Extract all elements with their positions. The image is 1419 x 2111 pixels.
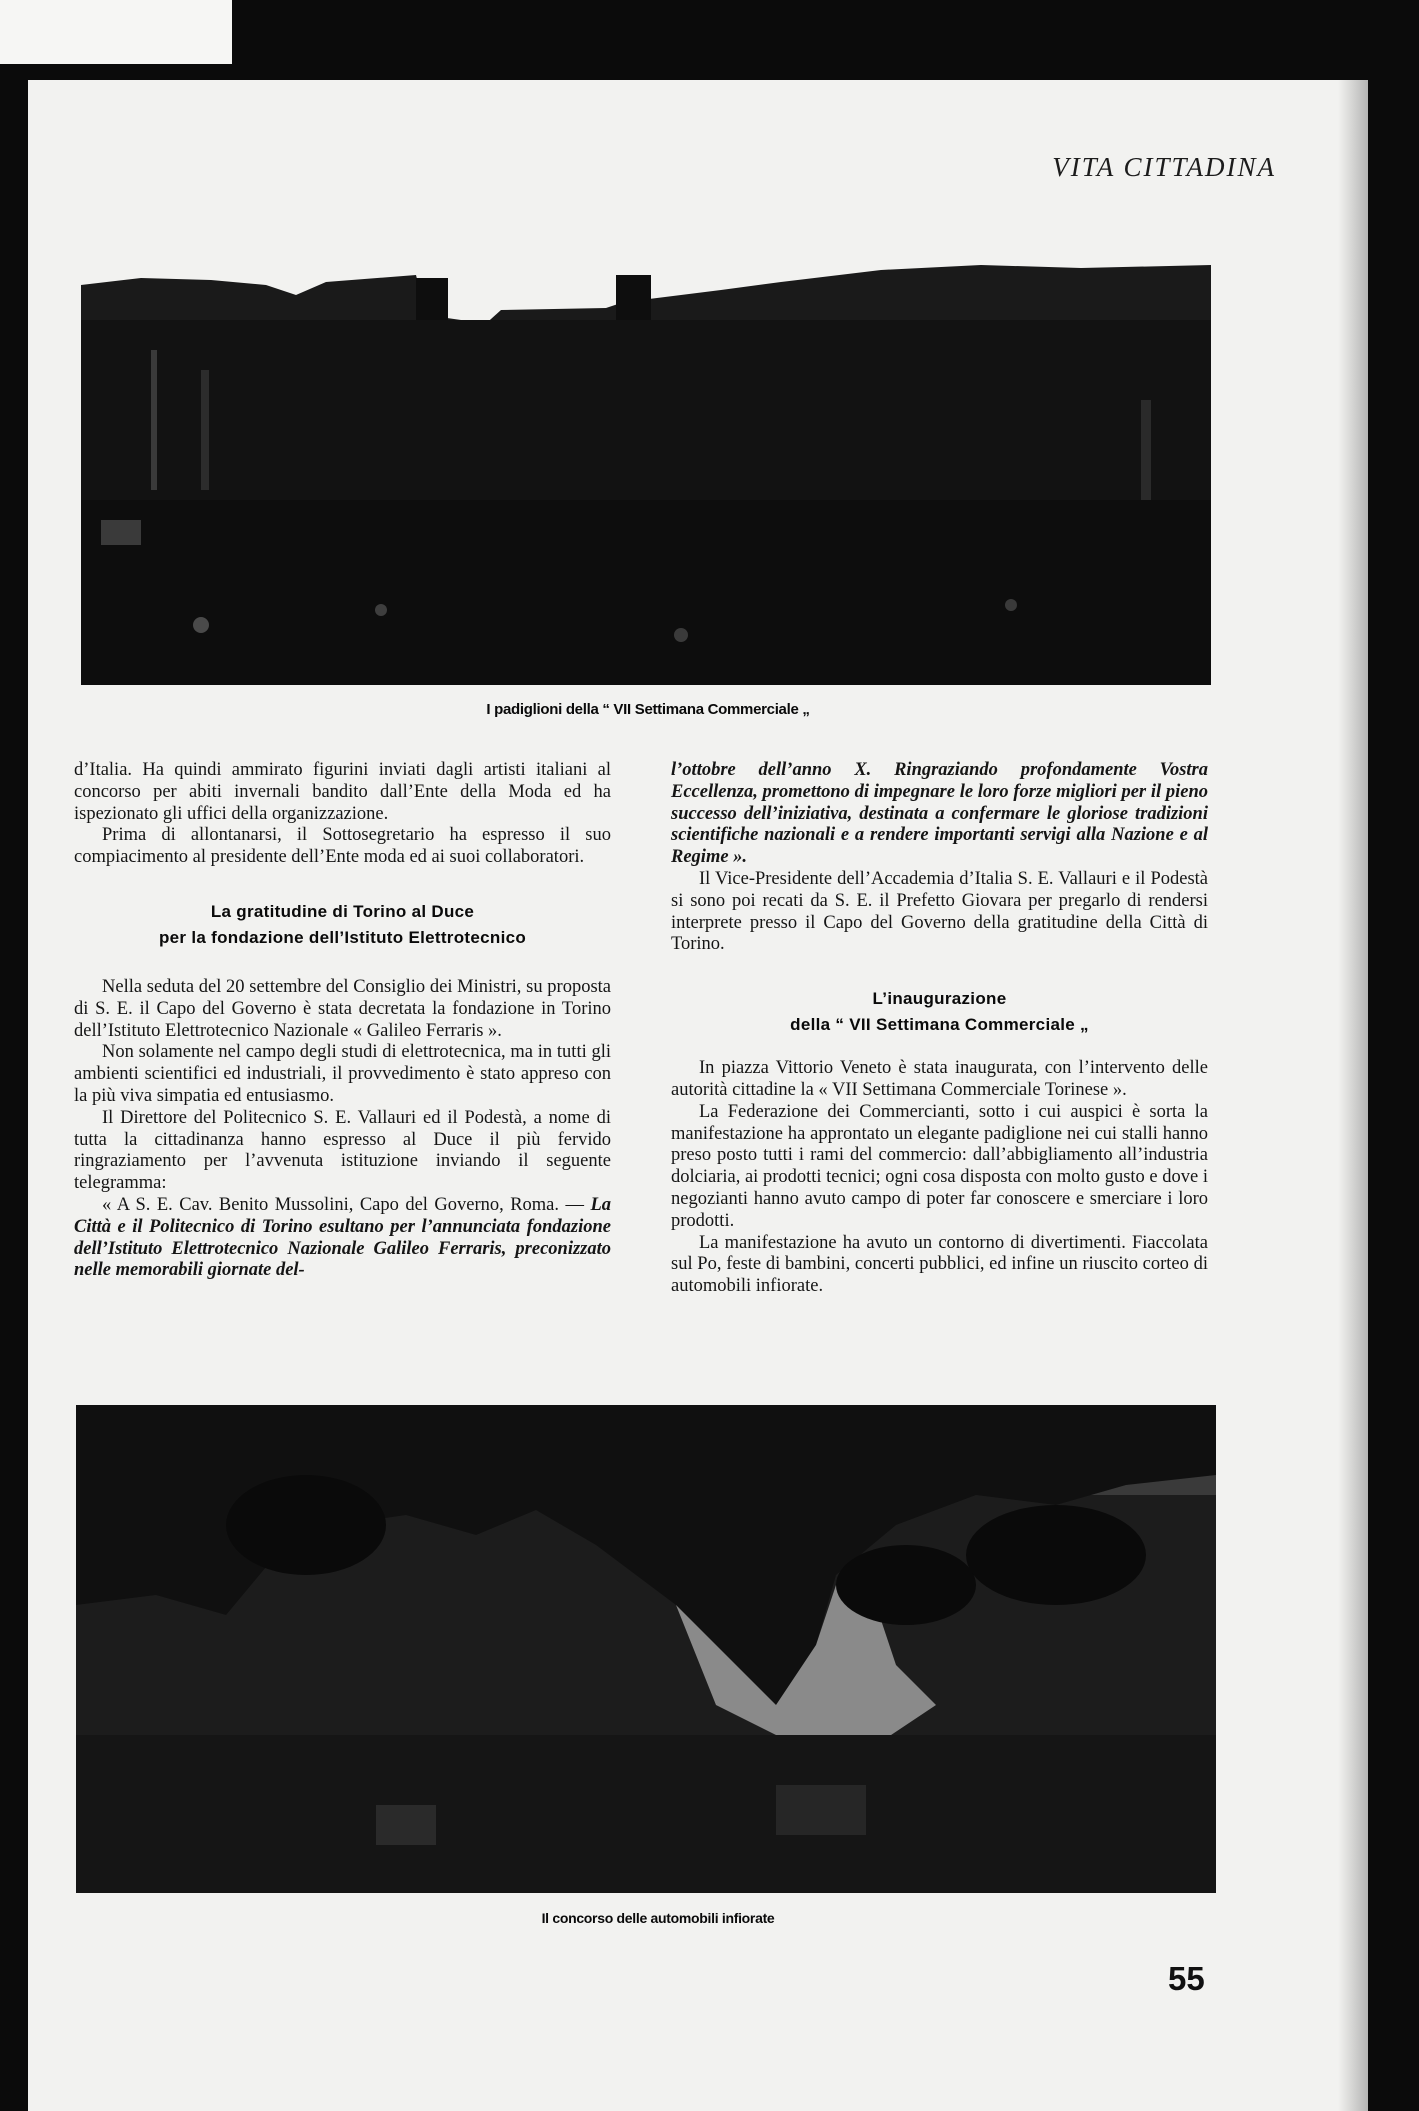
telegram-continuation: l’ottobre dell’anno X. Ringraziando profondamente Vostra Eccellenza, promettono di impegnare le loro forze migliori per il pieno successo dell’iniziativa, destinata a confermare le gloriose tradizioni scientifiche nazionali e a rendere importanti servigi alla Nazione e al Regime ».: [671, 760, 1208, 868]
paragraph: Il Direttore del Politecnico S. E. Vallauri ed il Podestà, a nome di tutta la cittadinanza hanno espresso al Duce il più fervido ringraziamento per l’avvenuta istituzione inviando il seguente telegramma:: [74, 1107, 611, 1194]
paragraph: d’Italia. Ha quindi ammirato figurini inviati dagli artisti italiani al concorso per abiti invernali bandito dall’Ente della Moda ed ha ispezionato gli uffici della organizzazione.: [74, 760, 611, 824]
telegram-text: La Città e il Politecnico di Torino esultano per l’annunciata fondazione dell’Istituto Elettrotecnico Nazionale Galileo Ferraris, preconizzato nelle memorabili giornate del-: [74, 1194, 611, 1281]
scan-corner-tab: [0, 0, 232, 64]
telegram-paragraph: [74, 1195, 611, 1282]
photo-pavilions-image: [81, 260, 1211, 685]
paragraph: La Federazione dei Commercianti, sotto i cui auspici è sorta la manifestazione ha approntato un elegante padiglione nei cui stalli hanno preso posto tutti i rami del commercio: dall’abbigliamento all’industria dolciaria, ai prodotti tecnici; ogni cosa disposta con molto gusto e dove i negozianti hanno avuto campo di poter far conoscere e smerciare i loro prodotti.: [671, 1101, 1208, 1231]
telegram-address: « A S. E. Cav. Benito Mussolini, Capo del Governo, Roma. —: [102, 1194, 591, 1215]
photo-flower-cars-image: [76, 1405, 1216, 1893]
paragraph: In piazza Vittorio Veneto è stata inaugurata, con l’intervento delle autorità cittadine la « VII Settimana Commerciale Torinese ».: [671, 1058, 1208, 1100]
caption-pavilions: I padiglioni della “ VII Settimana Commerciale „: [486, 701, 810, 718]
left-column: [74, 760, 611, 1282]
paragraph: Nella seduta del 20 settembre del Consiglio dei Ministri, su proposta di S. E. il Capo del Governo è stata decretata la fondazione in Torino dell’Istituto Elettrotecnico Nazionale « Galileo Ferraris ».: [74, 976, 611, 1041]
heading-line: della “ VII Settimana Commerciale „: [790, 1015, 1089, 1035]
running-head: VITA CITTADINA: [1052, 152, 1276, 182]
paragraph: Non solamente nel campo degli studi di elettrotecnica, ma in tutti gli ambienti scientifici ed industriali, il provvedimento è stato appreso con la più viva simpatia ed entusiasmo.: [74, 1042, 611, 1106]
caption-flower-cars: Il concorso delle automobili infiorate: [541, 1910, 775, 1926]
photo-pavilions: [81, 260, 1211, 685]
paragraph: Prima di allontanarsi, il Sottosegretario ha espresso il suo compiacimento al presidente dell’Ente moda ed ai suoi collaboratori.: [74, 825, 611, 868]
page-number: 55: [1168, 1960, 1205, 1997]
paragraph: La manifestazione ha avuto un contorno di divertimenti. Fiaccolata sul Po, feste di bambini, concerti pubblici, ed infine un riuscito corteo di automobili infiorate.: [671, 1232, 1208, 1297]
section-heading-gratitude: [74, 899, 611, 951]
heading-line: per la fondazione dell’Istituto Elettrotecnico: [158, 927, 527, 947]
heading-line: L’inaugurazione: [872, 989, 1007, 1009]
right-column: [671, 760, 1208, 1298]
photo-flower-cars: [76, 1405, 1216, 1893]
paragraph: Il Vice-Presidente dell’Accademia d’Italia S. E. Vallauri e il Podestà si sono poi recati da S. E. il Prefetto Giovara per pregarlo di rendersi interprete presso il Capo del Governo della gratitudine della Città di Torino.: [671, 868, 1208, 955]
heading-line: La gratitudine di Torino al Duce: [210, 901, 475, 921]
magazine-page: [28, 80, 1368, 2111]
section-heading-inauguration: [671, 986, 1208, 1038]
